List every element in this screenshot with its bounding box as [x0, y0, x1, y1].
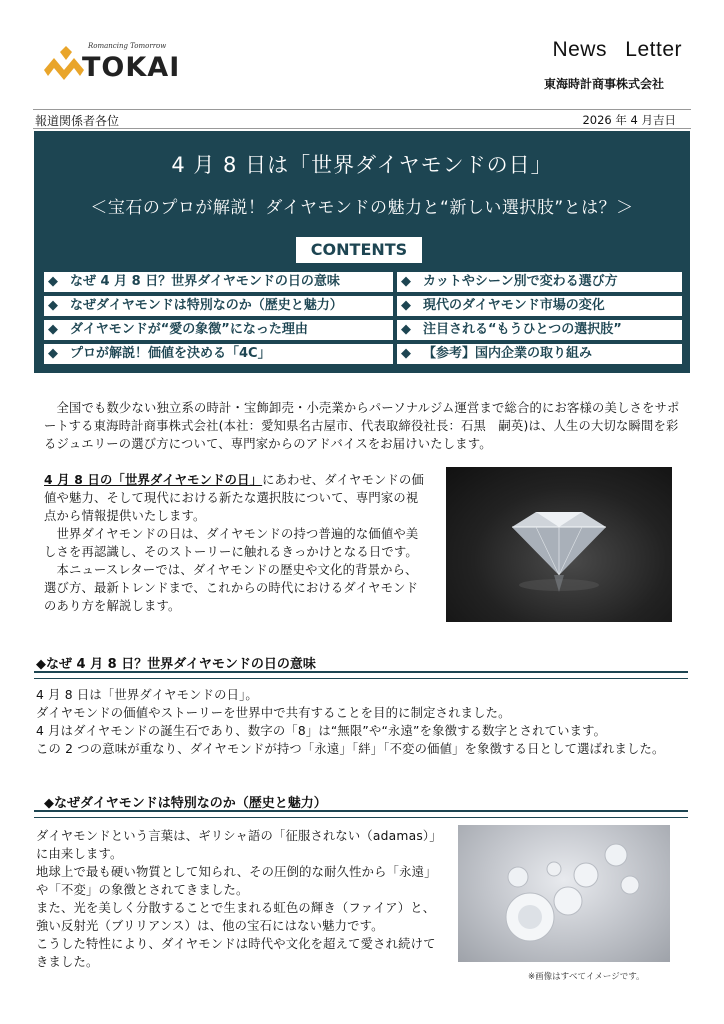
banner-title: 4 月 8 日は「世界ダイヤモンドの日」	[171, 153, 553, 177]
body-line: この 2 つの意味が重なり、ダイヤモンドが持つ「永遠」「絆」「不変の価値」を象徴する日として選ばれました。	[36, 742, 665, 756]
body-line: 地球上で最も硬い物質として知られ、その圧倒的な耐久性から「永遠」や「不変」の象徴とされてきました。	[36, 865, 437, 897]
section-rule	[34, 810, 688, 818]
diamond-illustration	[446, 467, 672, 622]
section1-body	[36, 686, 686, 758]
section-heading: ◆なぜダイヤモンドは特別なのか（歴史と魅力）	[44, 796, 327, 811]
divider	[33, 128, 691, 129]
lead-highlight: 4 月 8 日の「世界ダイヤモンドの日」	[44, 473, 263, 487]
image-note: ※画像はすべてイメージです。	[528, 972, 645, 982]
newsletter-title: News Letter	[552, 38, 682, 61]
body-line: ダイヤモンドの価値やストーリーを世界中で共有することを目的に制定されました。	[36, 706, 511, 720]
lead-text: 本ニュースレターでは、ダイヤモンドの歴史や文化的背景から、選び方、最新トレンドまで、これからの時代におけるダイヤモンドのあり方を解説します。	[44, 563, 419, 613]
diamond-bullet-icon: ◆	[48, 346, 58, 361]
lead-paragraphs	[44, 471, 429, 615]
diamond-bullet-icon: ◆	[48, 298, 58, 313]
section-heading: ◆なぜ 4 月 8 日？世界ダイヤモンドの日の意味	[36, 657, 316, 672]
addressee: 報道関係者各位	[35, 114, 120, 128]
body-line: こうした特性により、ダイヤモンドは時代や文化を超えて愛され続けてきました。	[36, 937, 436, 969]
diamond-bullet-icon: ◆	[401, 298, 411, 313]
diamond-bullet-icon: ◆	[48, 274, 58, 289]
logo-tagline: Romancing Tomorrow	[88, 42, 167, 50]
body-line: また、光を美しく分散することで生まれる虹色の輝き（ファイア）と、強い反射光（ブリリアンス）は、他の宝石にはない魅力です。	[36, 901, 436, 933]
contents-item[interactable]: ◆ カットやシーン別で変わる選び方	[397, 272, 682, 292]
body-line: 4 月はダイヤモンドの誕生石であり、数字の「8」は“無限”や“永遠”を象徴する数字とされています。	[36, 724, 607, 738]
lead-text: 世界ダイヤモンドの日は、ダイヤモンドの持つ普遍的な価値や美しさを再認識し、そのストーリーに触れるきっかけとなる日です。	[44, 527, 419, 559]
release-date: 2026 年 4 月吉日	[582, 113, 676, 127]
contents-item[interactable]: ◆ なぜダイヤモンドは特別なのか（歴史と魅力）	[44, 296, 393, 316]
contents-item[interactable]: ◆ 【参考】国内企業の取り組み	[397, 344, 682, 364]
contents-item[interactable]: ◆ プロが解説！価値を決める「4C」	[44, 344, 393, 364]
loose-diamonds-photo	[458, 825, 670, 962]
diamond-bullet-icon: ◆	[401, 346, 411, 361]
logo-wordmark: TOKAI	[82, 52, 181, 83]
diamond-bullet-icon: ◆	[401, 322, 411, 337]
divider	[33, 109, 691, 110]
body-line: 4 月 8 日は「世界ダイヤモンドの日」。	[36, 688, 258, 702]
section2-body	[36, 827, 446, 971]
section-rule	[34, 671, 688, 679]
diamonds-illustration	[458, 825, 670, 962]
contents-item[interactable]: ◆ なぜ 4 月 8 日？世界ダイヤモンドの日の意味	[44, 272, 393, 292]
contents-item[interactable]: ◆ 現代のダイヤモンド市場の変化	[397, 296, 682, 316]
company-name: 東海時計商事株式会社	[543, 77, 664, 91]
contents-item[interactable]: ◆ 注目される“もうひとつの選択肢”	[397, 320, 682, 340]
lead-text: にあわせ、ダイヤモンドの価値や魅力、そして現代における新たな選択肢について、専門家の視点から情報提供いたします。	[44, 473, 425, 523]
intro-paragraph: 全国でも数少ない独立系の時計・宝飾卸売・小売業からパーソナルジム運営まで総合的にお客様の美しさをサポートする東海時計商事株式会社(本社：愛知県名古屋市、代表取締役社長：石黒 嗣英)は、人生の大切な瞬間を彩るジュエリーの選び方について、専門家からのアドバイスをお届けいたします。	[44, 401, 680, 451]
headline-banner	[34, 131, 690, 373]
body-line: ダイヤモンドという言葉は、ギリシャ語の「征服されない（adamas）」に由来します。	[36, 829, 442, 861]
diamond-photo	[446, 467, 672, 622]
contents-label: CONTENTS	[296, 237, 422, 263]
contents-item[interactable]: ◆ ダイヤモンドが“愛の象徴”になった理由	[44, 320, 393, 340]
banner-subtitle: ＜宝石のプロが解説！ダイヤモンドの魅力と“新しい選択肢”とは？＞	[90, 198, 634, 218]
diamond-bullet-icon: ◆	[401, 274, 411, 289]
diamond-bullet-icon: ◆	[48, 322, 58, 337]
